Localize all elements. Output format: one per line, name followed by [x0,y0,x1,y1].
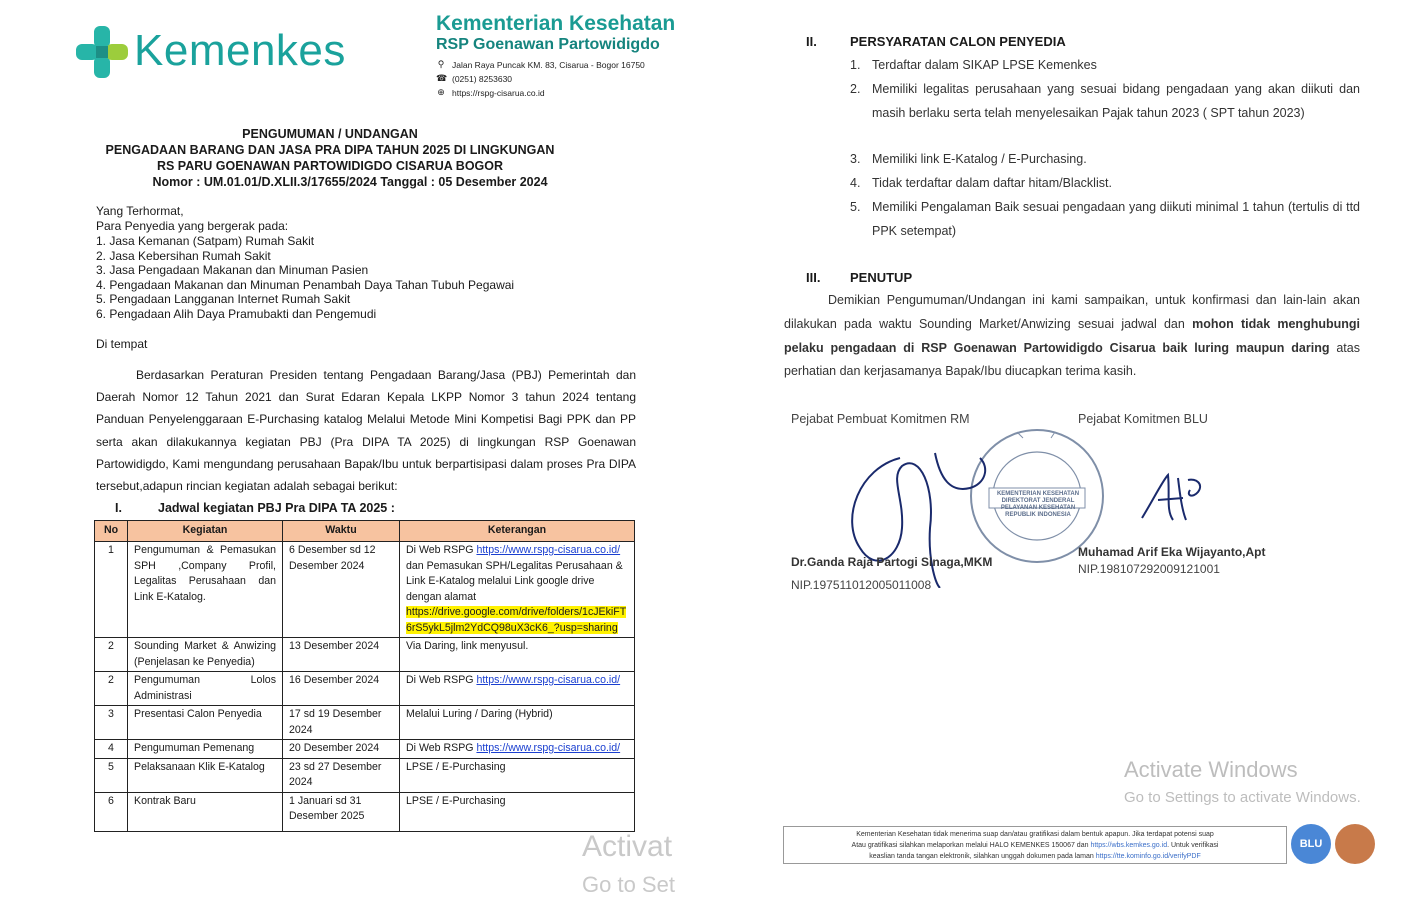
footer-line2-a: Atau gratifikasi silahkan melaporkan melalui HALO KEMENKES 150067 dan [851,842,1091,849]
table-row [95,706,635,740]
announcement-location: RS PARU GOENAWAN PARTOWIDIGDO CISARUA BOGOR [156,159,504,173]
signer-right-nip: NIP.198107292009121001 [1078,562,1220,576]
row-no: 2 [95,638,128,672]
table-row [95,672,635,706]
col-header-no: No [95,521,128,542]
schedule-table [94,520,635,832]
row-keterangan: Via Daring, link menyusul. [400,638,635,672]
activate-windows-subtitle[interactable]: Go to Settings to activate Windows. [1124,789,1361,806]
signer-right-role: Pejabat Komitmen BLU [1078,412,1208,426]
section1-number: I. [115,501,122,515]
right-signature-mark [1138,470,1208,525]
provider-item: 5. Pengadaan Langganan Internet Rumah Sakit [96,292,351,307]
footer-line1: Kementerian Kesehatan tidak menerima suap dan/atau gratifikasi dalam bentuk apapun. Jika terdapat potensi suap [856,831,1214,838]
address-text: Jalan Raya Puncak KM. 83, Cisarua - Bogor 16750 [452,59,645,70]
settings-watermark-partial: Go to Set [582,872,675,897]
di-tempat: Di tempat [96,337,148,351]
row-kegiatan: Pengumuman & Pemasukan SPH ,Company Profil, Legalitas Perusahaan dan Link E-Katalog. [128,542,283,638]
req-number: 2. [850,82,861,96]
announcement-number: Nomor : UM.01.01/D.XLII.3/17655/2024 Tanggal : 05 Desember 2024 [152,175,548,189]
provider-item: 4. Pengadaan Makanan dan Minuman Penambah Daya Tahan Tubuh Pegawai [96,277,515,292]
col-header-kegiatan: Kegiatan [128,521,283,542]
tte-verify-link[interactable]: https://tte.kominfo.go.id/verifyPDF [1095,853,1201,860]
table-row [95,792,635,831]
section3-title: PENUTUP [850,270,913,285]
google-drive-link[interactable]: https://drive.google.com/drive/folders/1cJEkiFT6rS5ykL5jlm2YdCQ98uX3cK6_?usp=sharing [406,606,627,634]
gratification-footer [783,826,1287,864]
row-kegiatan: Sounding Market & Anwizing (Penjelasan ke Penyedia) [128,638,283,672]
row-kegiatan: Pelaksanaan Klik E-Katalog [128,758,283,792]
row-waktu: 16 Desember 2024 [283,672,400,706]
row-no: 1 [95,542,128,638]
blu-badge-icon: BLU [1291,824,1331,864]
footer-line3-a: keaslian tanda tangan elektronik, silahkan unggah dokumen pada laman [869,853,1096,860]
kemenkes-logo-text: Kemenkes [134,26,346,75]
intro-text: Berdasarkan Peraturan Presiden tentang Pengadaan Barang/Jasa (PBJ) Pemerintah dan Daerah Nomor 12 Tahun 2021 dan Surat Edaran Kepala LKPP Nomor 3 tahun 2024 tentang Panduan Penyelenggaraan E-Purchasing katalog Melalui Metode Mini Kompetisi Bagi PPK dan PP serta akan dilakukannya kegiatan PBJ (Pra DIPA TA 2025) di lingkungan RSP Goenawan Partowidigdo, Kami mengundang perusahaan Bapak/Ibu untuk berpartisipasi dalam proses Pra DIPA tersebut,adapun rincian kegiatan adalah sebagai berikut: [96,368,636,494]
provider-item: 1. Jasa Kemanan (Satpam) Rumah Sakit [96,234,315,248]
table-header-row [95,521,635,542]
intro-paragraph [96,364,636,497]
globe-icon: ⊕ [437,87,445,97]
website-line [436,87,545,98]
section2-number: II. [806,34,817,49]
institution-subtitle: RSP Goenawan Partowidigdo [436,36,660,53]
row-no: 2 [95,672,128,706]
req-number: 1. [850,58,861,72]
medal-seal-icon [1335,824,1375,864]
table-row [95,758,635,792]
row-keterangan: LPSE / E-Purchasing [400,792,635,831]
wbs-link[interactable]: https://wbs.kemkes.go.id [1090,842,1168,849]
row-no: 4 [95,740,128,759]
provider-item: 6. Pengadaan Alih Daya Pramubakti dan Pengemudi [96,307,377,321]
req-text: Memiliki legalitas perusahaan yang sesuai bidang pengadaan yang akan diikuti dan masih berlaku serta telah menyelesaikan Pajak tahun 2023 ( SPT tahun 2023) [872,82,1360,120]
announcement-title: PENGUMUMAN / UNDANGAN [242,127,418,141]
req-text: Terdaftar dalam SIKAP LPSE Kemenkes [872,58,1097,72]
row-kegiatan: Pengumuman Lolos Administrasi [128,672,283,706]
phone-icon: ☎ [436,73,448,83]
location-pin-icon: ⚲ [437,59,445,69]
row-keterangan [400,740,635,759]
address-line [436,59,645,70]
row-waktu: 6 Desember sd 12 Desember 2024 [283,542,400,638]
section2-title: PERSYARATAN CALON PENYEDIA [850,34,1066,49]
row-keterangan [400,672,635,706]
ket-prefix: Di Web RSPG [406,742,477,754]
salutation: Yang Terhormat, [96,204,184,218]
rspg-website-link[interactable]: https://www.rspg-cisarua.co.id/ [476,544,621,556]
row-waktu: 13 Desember 2024 [283,638,400,672]
ket-prefix: Di Web RSPG [406,674,477,686]
closing-paragraph [784,289,1360,384]
section3-number: III. [806,270,821,285]
signer-right-name: Muhamad Arif Eka Wijayanto,Apt [1078,545,1266,559]
footer-line2-b: . Untuk verifikasi [1167,842,1219,849]
phone-text: (0251) 8253630 [452,73,513,84]
table-row [95,542,635,638]
row-no: 3 [95,706,128,740]
req-text: Memiliki link E-Katalog / E-Purchasing. [872,152,1087,166]
table-row [95,740,635,759]
row-waktu: 1 Januari sd 31 Desember 2025 [283,792,400,831]
signer-left-role: Pejabat Pembuat Komitmen RM [791,412,970,426]
ket-prefix: Di Web RSPG [406,544,477,556]
closing-text-a: Demikian Pengumuman/Undangan ini kami sampaikan, untuk konfirmasi dan lain-lain akan dilakukan pada waktu Sounding Market/Anwizing sesuai jadwal dan [784,293,1360,331]
row-no: 5 [95,758,128,792]
row-kegiatan: Pengumuman Pemenang [128,740,283,759]
row-kegiatan: Kontrak Baru [128,792,283,831]
row-waktu: 20 Desember 2024 [283,740,400,759]
website-text: https://rspg-cisarua.co.id [452,87,545,98]
row-no: 6 [95,792,128,831]
closing-text-bold: mohon tidak menghubungi pelaku pengadaan di RSP Goenawan Partowidigdo Cisarua baik luring maupun daring [784,316,1360,355]
req-number: 5. [850,200,861,214]
row-waktu: 17 sd 19 Desember 2024 [283,706,400,740]
req-text: Tidak terdaftar dalam daftar hitam/Blacklist. [872,176,1112,190]
stamp-text: KEMENTERIAN KESEHATAN DIREKTORAT JENDERAL PELAYANAN KESEHATAN REPUBLIK INDONESIA [996,491,1080,518]
activate-windows-title: Activate Windows [1124,757,1298,782]
req-text: Memiliki Pengalaman Baik sesuai pengadaan yang diikuti minimal 1 tahun (tertulis di ttd PPK setempat) [872,200,1360,238]
col-header-waktu: Waktu [283,521,400,542]
row-keterangan [400,542,635,638]
provider-item: 2. Jasa Kebersihan Rumah Sakit [96,248,271,263]
section1-title: Jadwal kegiatan PBJ Pra DIPA TA 2025 : [158,501,395,515]
rspg-website-link[interactable]: https://www.rspg-cisarua.co.id/ [476,674,621,686]
kemenkes-logo-icon [74,24,130,80]
row-kegiatan: Presentasi Calon Penyedia [128,706,283,740]
req-number: 4. [850,176,861,190]
signer-left-name: Dr.Ganda Raja Partogi Sinaga,MKM [791,555,993,569]
closing-text-b: atas perhatian dan kerjasamanya Bapak/Ibu diucapkan terima kasih. [784,340,1360,379]
ket-middle: dan Pemasukan SPH/Legalitas Perusahaan & Link E-Katalog melalui Link google drive dengan alamat [406,559,623,603]
phone-line [436,73,512,84]
provider-item: 3. Jasa Pengadaan Makanan dan Minuman Pasien [96,263,369,278]
addressee: Para Penyedia yang bergerak pada: [96,219,289,233]
row-keterangan: Melalui Luring / Daring (Hybrid) [400,706,635,740]
institution-title: Kementerian Kesehatan [436,12,676,35]
rspg-website-link[interactable]: https://www.rspg-cisarua.co.id/ [476,742,621,754]
signer-left-nip: NIP.197511012005011008 [791,578,932,592]
table-row [95,638,635,672]
activate-watermark-partial: Activat [582,830,673,863]
row-keterangan: LPSE / E-Purchasing [400,758,635,792]
col-header-keterangan: Keterangan [400,521,635,542]
announcement-subject: PENGADAAN BARANG DAN JASA PRA DIPA TAHUN 2025 DI LINGKUNGAN [105,143,555,157]
req-number: 3. [850,152,861,166]
row-waktu: 23 sd 27 Desember 2024 [283,758,400,792]
